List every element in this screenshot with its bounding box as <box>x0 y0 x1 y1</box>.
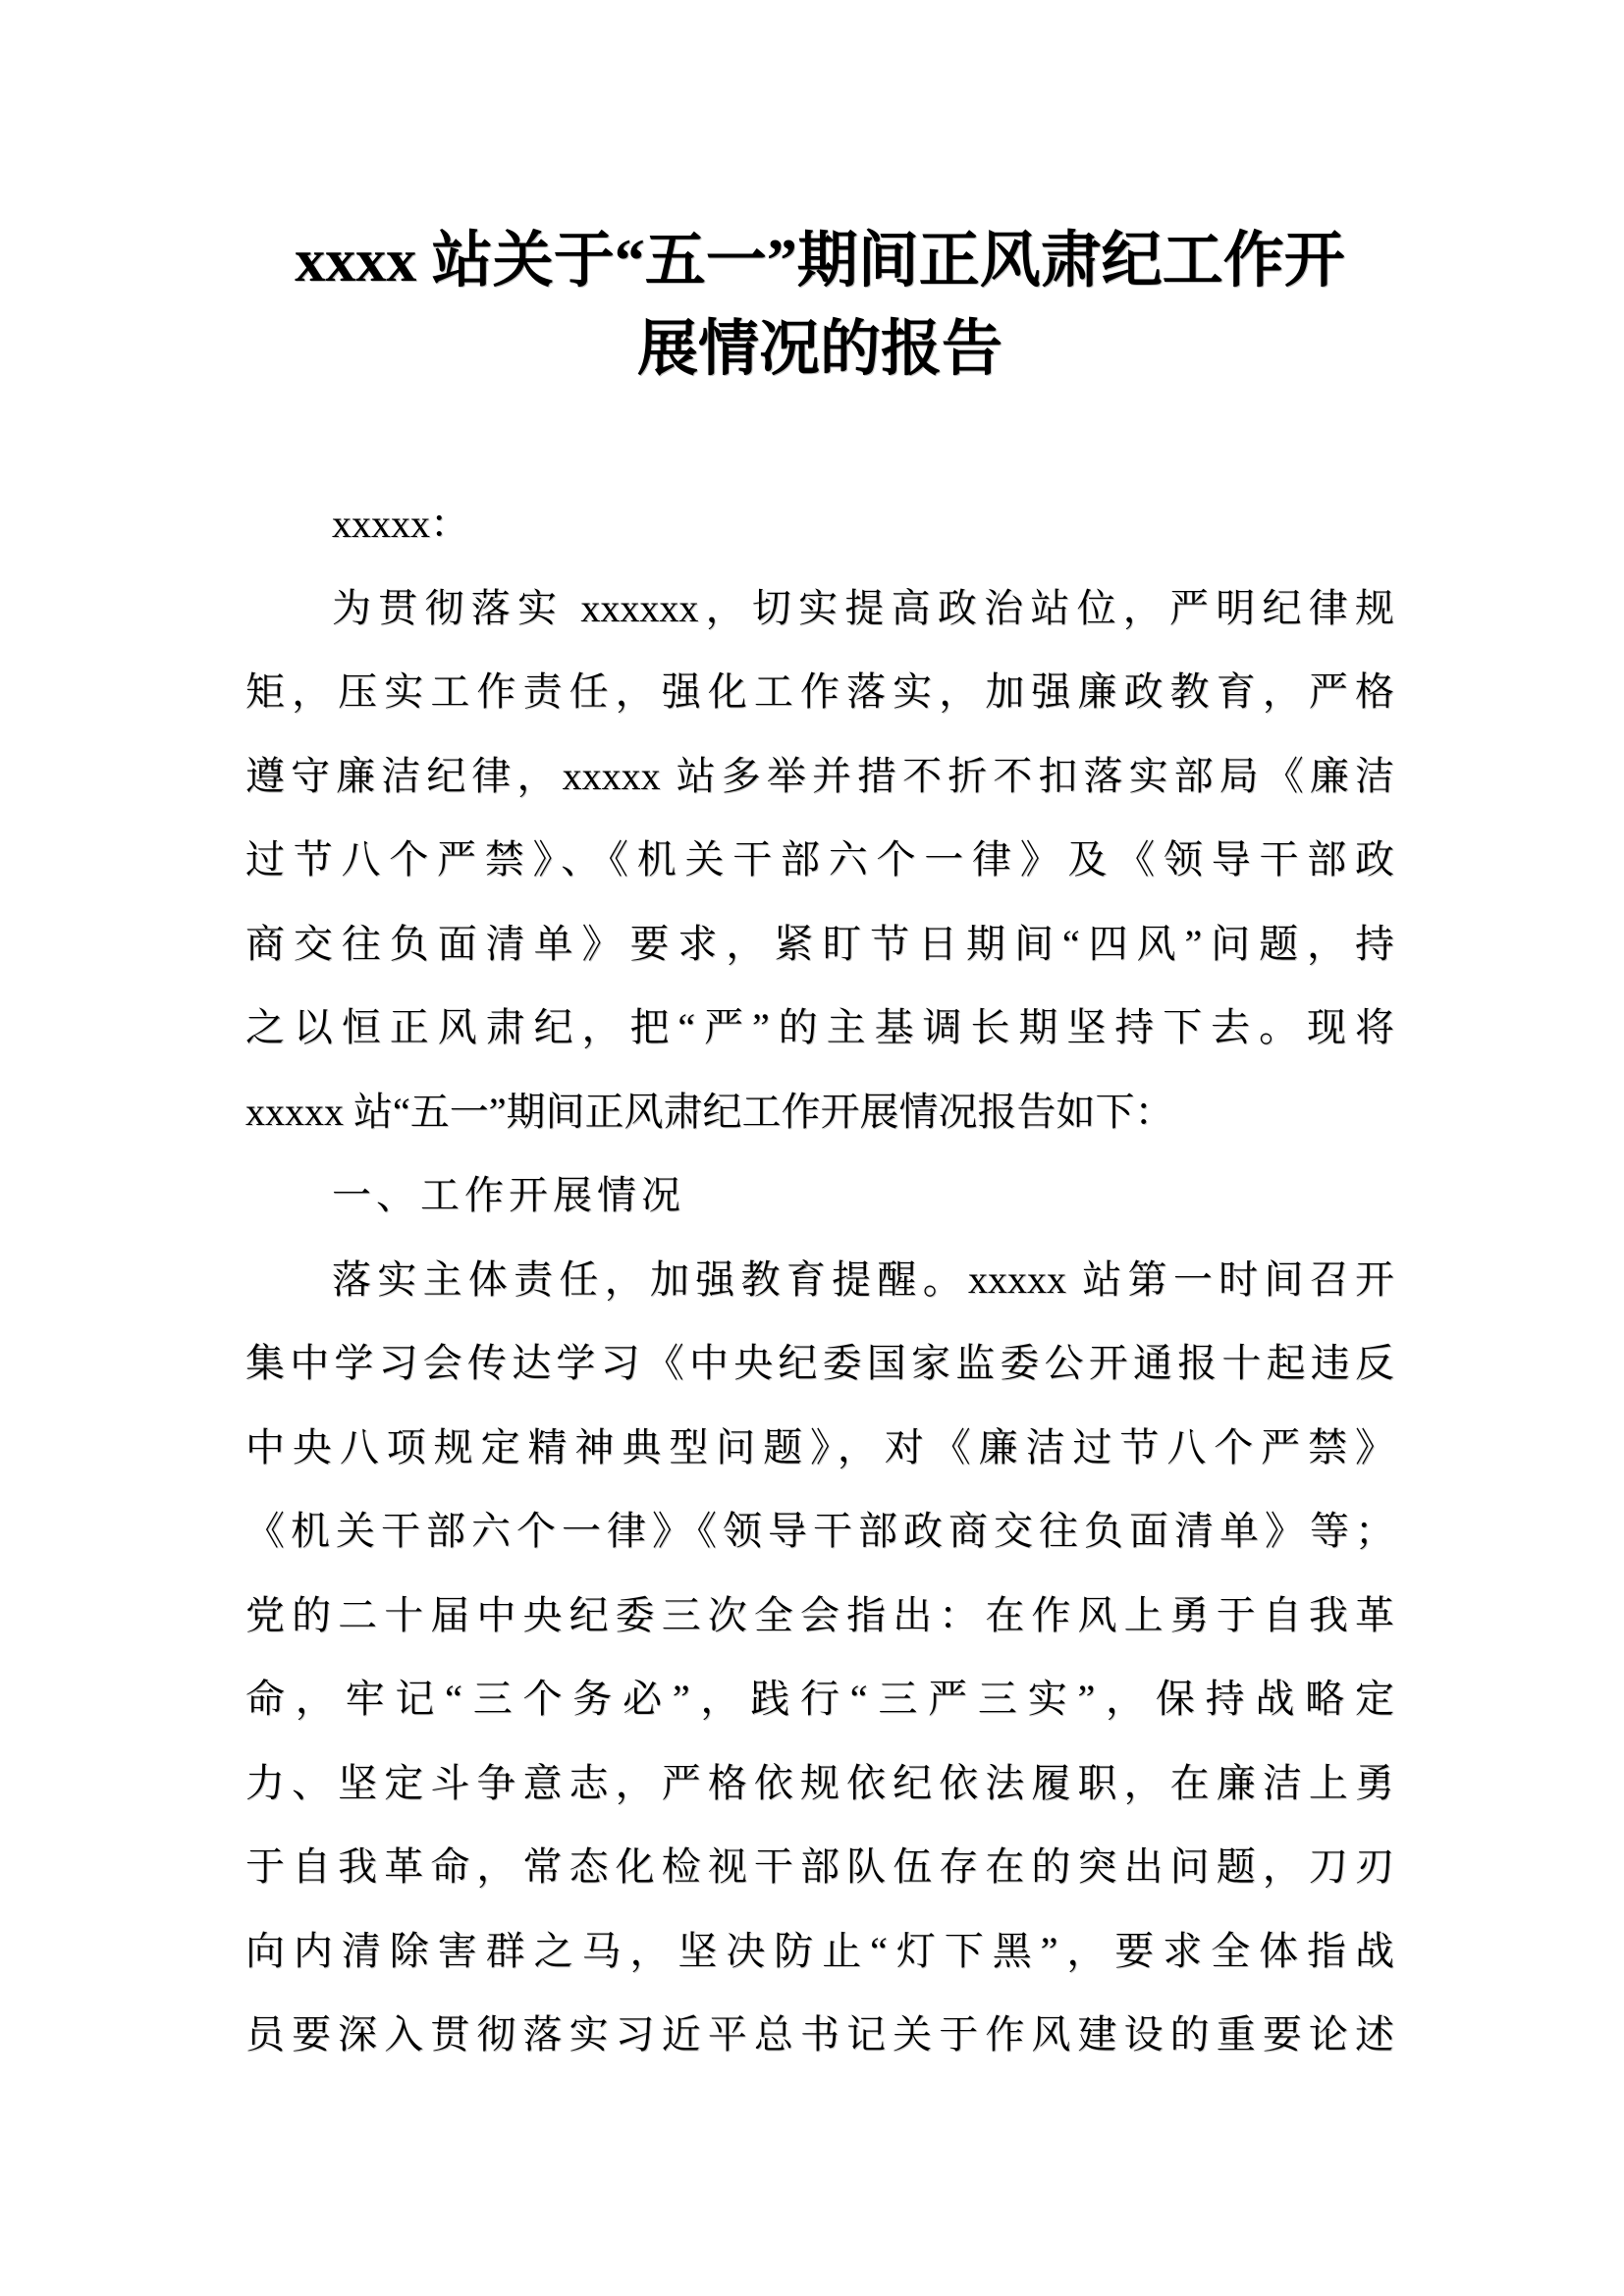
title-line: 展情况的报告 <box>636 316 1002 383</box>
section-heading: 一、工作开展情况 <box>332 1173 685 1217</box>
text-line: 矩，压实工作责任，强化工作落实，加强廉政教育，严格 <box>245 669 1394 714</box>
text-line: 命，牢记“三个务必”，践行“三严三实”，保持战略定 <box>245 1677 1394 1721</box>
document-title <box>245 217 1394 394</box>
text-line: 向内清除害群之马，坚决防止“灯下黑”，要求全体指战 <box>245 1928 1394 1973</box>
text-line: 力、坚定斗争意志，严格依规依纪依法履职，在廉洁上勇 <box>245 1760 1394 1805</box>
text-line: 过节八个严禁》、《机关干部六个一律》及《领导干部政 <box>245 837 1394 881</box>
text-line: 员要深入贯彻落实习近平总书记关于作风建设的重要论述 <box>245 2012 1394 2056</box>
text-line: 为贯彻落实 xxxxxx，切实提高政治站位，严明纪律规 <box>332 585 1394 630</box>
text-line: xxxxx： <box>332 502 469 546</box>
text-line: 党的二十届中央纪委三次全会指出：在作风上勇于自我革 <box>245 1592 1394 1637</box>
text-line: 中央八项规定精神典型问题》，对《廉洁过节八个严禁》 <box>245 1424 1394 1469</box>
text-line: 之以恒正风肃纪，把“严”的主基调长期坚持下去。现将 <box>245 1005 1394 1049</box>
text-line: 于自我革命，常态化检视干部队伍存在的突出问题，刀刃 <box>245 1844 1394 1889</box>
text-line: 集中学习会传达学习《中央纪委国家监委公开通报十起违反 <box>245 1341 1394 1385</box>
title-line: xxxx 站关于“五一”期间正风肃纪工作开 <box>295 228 1345 294</box>
document-body <box>245 482 1394 2077</box>
text-line: 遵守廉洁纪律，xxxxx 站多举并措不折不扣落实部局《廉洁 <box>245 753 1394 798</box>
text-line: 落实主体责任，加强教育提醒。xxxxx 站第一时间召开 <box>332 1256 1394 1302</box>
text-line: xxxxx 站“五一”期间正风肃纪工作开展情况报告如下： <box>245 1089 1174 1134</box>
text-line: 商交往负面清单》要求，紧盯节日期间“四风”问题，持 <box>245 921 1394 966</box>
text-line: 《机关干部六个一律》《领导干部政商交往负面清单》等； <box>245 1509 1394 1553</box>
